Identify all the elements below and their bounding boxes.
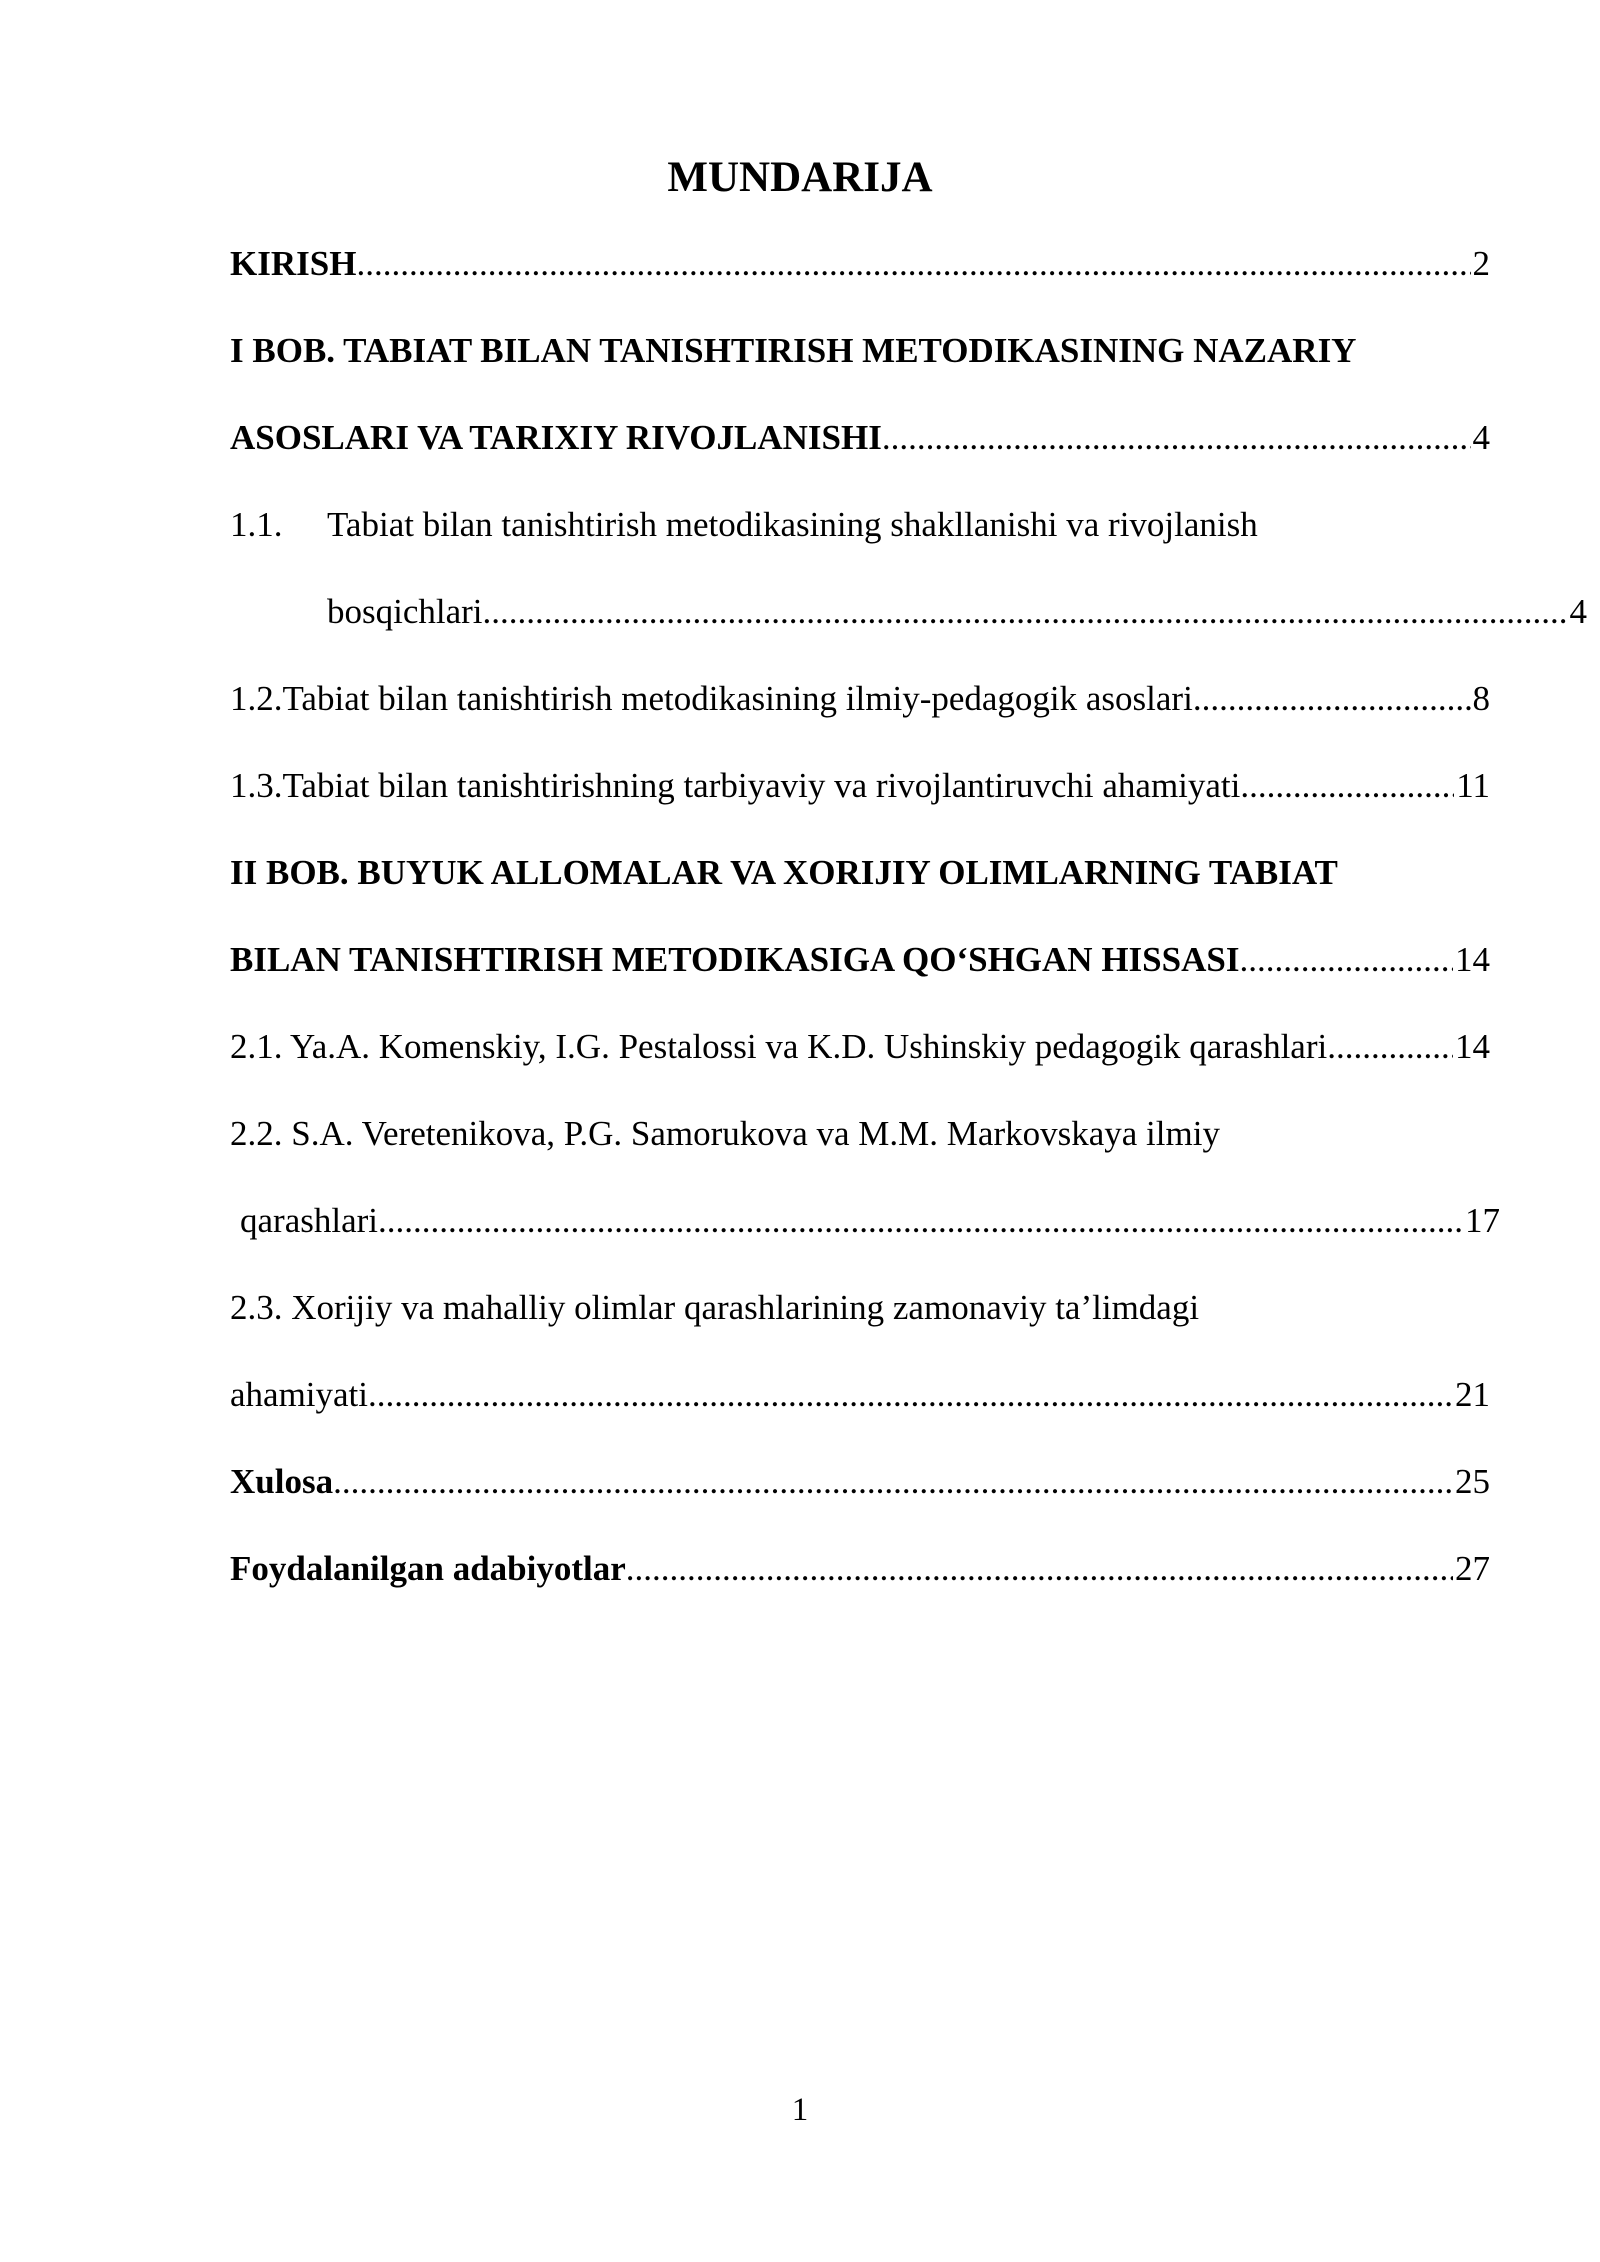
toc-entry-label: ahamiyati	[230, 1375, 369, 1414]
dot-leader	[1193, 671, 1471, 727]
dot-leader	[378, 1193, 1463, 1249]
toc-entry-label: 2.2. S.A. Veretenikova, P.G. Samorukova va M.M. Markovskaya ilmiy	[230, 1114, 1220, 1153]
toc-page-number: 4	[1472, 418, 1490, 457]
toc-entry-label: 2.3. Xorijiy va mahalliy olimlar qarashlarining zamonaviy ta’limdagi	[230, 1288, 1200, 1327]
toc-entry-label: Tabiat bilan tanishtirishning tarbiyaviy va rivojlantiruvchi ahamiyati	[282, 766, 1241, 805]
toc-entry-label: ASOSLARI VA TARIXIY RIVOJLANISHI	[230, 418, 882, 457]
toc-entry-label: qarashlari	[240, 1201, 378, 1240]
toc-page-number: 11	[1456, 766, 1490, 805]
toc-entry-section-1-1-line-1[interactable]	[230, 497, 1490, 584]
toc-entry-label: KIRISH	[230, 244, 357, 283]
toc-entry-chapter-1-line-1[interactable]	[230, 323, 1490, 410]
page-title: MUNDARIJA	[667, 154, 933, 201]
toc-entry-chapter-2-line-2[interactable]	[230, 932, 1490, 1019]
toc-page-number: 27	[1455, 1549, 1490, 1588]
toc-entry-chapter-2-line-1[interactable]	[230, 845, 1490, 932]
dot-leader	[368, 1367, 1453, 1423]
toc-entry-section-2-3-line-2[interactable]	[230, 1367, 1490, 1454]
toc-entry-label: II BOB. BUYUK ALLOMALAR VA XORIJIY OLIMLARNING TABIAT	[230, 853, 1338, 892]
toc-page-number: 14	[1455, 1027, 1490, 1066]
toc-entry-chapter-1-line-2[interactable]	[230, 410, 1490, 497]
toc-entry-section-2-2-line-2[interactable]	[230, 1193, 1500, 1280]
dot-leader	[333, 1454, 1453, 1510]
toc-page-number: 14	[1455, 940, 1490, 979]
toc-page-number: 17	[1465, 1201, 1500, 1240]
toc-entry-label: bosqichlari	[327, 592, 483, 631]
toc-entry-label: Tabiat bilan tanishtirish metodikasining ilmiy-pedagogik asoslari	[282, 679, 1193, 718]
section-number: 1.1.	[230, 505, 283, 544]
table-of-contents	[230, 236, 1587, 1628]
dot-leader	[1239, 932, 1453, 988]
section-number: 1.3.	[230, 766, 283, 805]
toc-page-number: 4	[1569, 592, 1587, 631]
dot-leader	[1240, 758, 1454, 814]
section-number: 1.2.	[230, 679, 283, 718]
toc-entry-section-1-1-line-2[interactable]	[230, 584, 1587, 671]
toc-entry-label: Tabiat bilan tanishtirish metodikasining shakllanishi va rivojlanish	[327, 505, 1258, 544]
toc-entry-section-1-3[interactable]	[230, 758, 1490, 845]
dot-leader	[356, 236, 1470, 292]
toc-entry-section-2-2-line-1[interactable]	[230, 1106, 1490, 1193]
toc-page-number: 21	[1455, 1375, 1490, 1414]
toc-entry-section-2-1[interactable]	[230, 1019, 1490, 1106]
toc-entry-kirish[interactable]	[230, 236, 1490, 323]
toc-entry-adabiyotlar[interactable]	[230, 1541, 1490, 1628]
dot-leader	[483, 584, 1568, 640]
toc-entry-label: BILAN TANISHTIRISH METODIKASIGA QO‘SHGAN HISSASI	[230, 940, 1240, 979]
dot-leader	[1327, 1019, 1453, 1075]
toc-page-number: 25	[1455, 1462, 1490, 1501]
dot-leader	[626, 1541, 1453, 1597]
toc-entry-xulosa[interactable]	[230, 1454, 1490, 1541]
toc-entry-label: I BOB. TABIAT BILAN TANISHTIRISH METODIKASINING NAZARIY	[230, 331, 1357, 370]
toc-page-number: 8	[1472, 679, 1490, 718]
toc-page-number: 2	[1472, 244, 1490, 283]
toc-entry-section-2-3-line-1[interactable]	[230, 1280, 1490, 1367]
toc-entry-label: Xulosa	[230, 1462, 334, 1501]
page-footer-number: 1	[791, 2092, 809, 2128]
toc-entry-section-1-2[interactable]	[230, 671, 1490, 758]
toc-entry-label: Foydalanilgan adabiyotlar	[230, 1549, 626, 1588]
dot-leader	[882, 410, 1471, 466]
toc-entry-label: 2.1. Ya.A. Komenskiy, I.G. Pestalossi va K.D. Ushinskiy pedagogik qarashlari	[230, 1027, 1328, 1066]
